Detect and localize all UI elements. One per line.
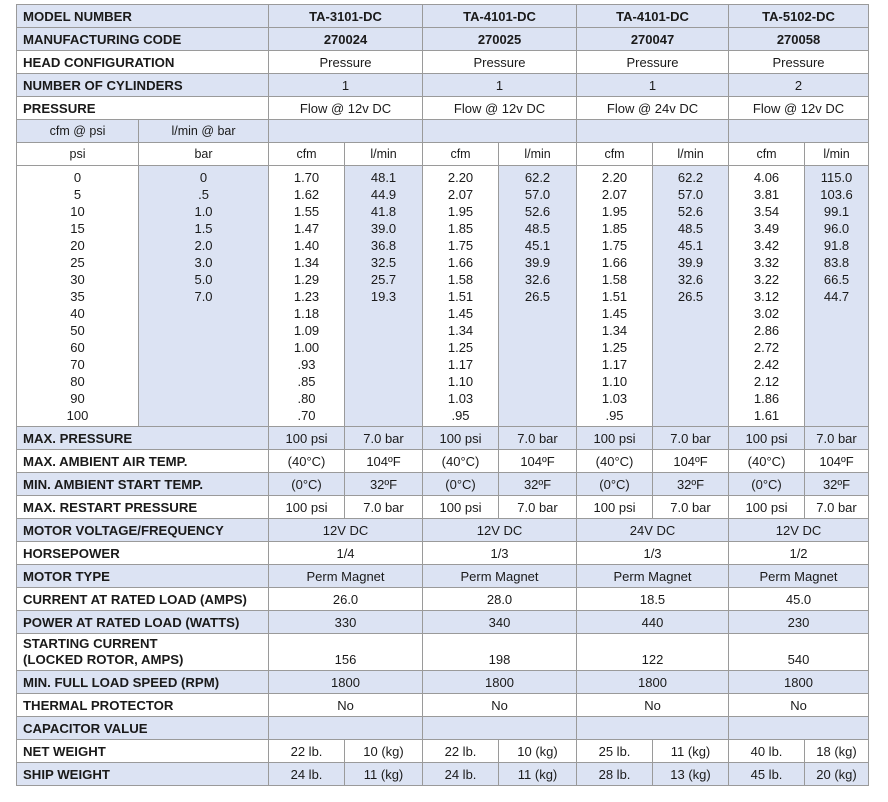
value-cell: 100 psi (423, 496, 499, 519)
lmin-column (345, 166, 423, 427)
row-model-number (17, 5, 869, 28)
flow-value: 1.75 (601, 238, 628, 253)
flow-value: 1.95 (447, 204, 474, 219)
flow-value: 1.09 (293, 323, 320, 338)
flow-value: 103.6 (820, 187, 853, 202)
value-cell: (40°C) (577, 450, 653, 473)
flow-value: 57.0 (524, 187, 551, 202)
flow-value: 1.85 (601, 221, 628, 236)
flow-value: 115.0 (820, 170, 853, 185)
flow-value: 10 (70, 204, 85, 219)
flow-value: .93 (297, 357, 316, 372)
value-cell: Flow @ 12v DC (423, 97, 577, 120)
flow-value: 15 (70, 221, 85, 236)
row-ship-weight (17, 763, 869, 786)
cfm-column (729, 166, 805, 427)
flow-value: 1.10 (601, 374, 628, 389)
flow-value: 3.32 (753, 255, 780, 270)
blank-cell (269, 120, 423, 143)
flow-value: 99.1 (823, 204, 850, 219)
bar-column (139, 166, 269, 427)
value-cell: 11 (kg) (499, 763, 577, 786)
row-min-ambient (17, 473, 869, 496)
flow-value: 2.12 (753, 374, 780, 389)
value-cell: 270058 (729, 28, 869, 51)
row-head-configuration (17, 51, 869, 74)
value-cell: 10 (kg) (499, 740, 577, 763)
value-cell: 7.0 bar (345, 427, 423, 450)
flow-value: 2.72 (753, 340, 780, 355)
flow-value: 3.12 (753, 289, 780, 304)
flow-value: 62.2 (524, 170, 551, 185)
row-label: MAX. PRESSURE (17, 427, 269, 450)
value-cell: 45 lb. (729, 763, 805, 786)
row-label: MOTOR VOLTAGE/FREQUENCY (17, 519, 269, 542)
flow-value: 1.95 (601, 204, 628, 219)
flow-value: 3.02 (753, 306, 780, 321)
flow-value: 1.23 (293, 289, 320, 304)
label-line: (LOCKED ROTOR, AMPS) (23, 652, 184, 667)
flow-value: 1.25 (601, 340, 628, 355)
value-cell: 100 psi (423, 427, 499, 450)
value-cell: (0°C) (269, 473, 345, 496)
flow-value: 5 (73, 187, 82, 202)
flow-value: 1.75 (447, 238, 474, 253)
value-cell: 540 (729, 634, 869, 671)
flow-value: 1.10 (447, 374, 474, 389)
flow-value: 2.0 (194, 238, 213, 253)
model-cell: TA-5102-DC (729, 5, 869, 28)
value-cell: 340 (423, 611, 577, 634)
value-cell: 32ºF (653, 473, 729, 496)
flow-value: 32.6 (677, 272, 704, 287)
value-cell (729, 717, 869, 740)
flow-value: 1.51 (447, 289, 474, 304)
flow-value: 57.0 (677, 187, 704, 202)
value-cell: No (269, 694, 423, 717)
flow-value: 45.1 (677, 238, 704, 253)
flow-value: 1.61 (753, 408, 780, 423)
flow-value: 3.81 (753, 187, 780, 202)
lmin-column (499, 166, 577, 427)
value-cell: 10 (kg) (345, 740, 423, 763)
flow-value: 1.66 (601, 255, 628, 270)
flow-value: 19.3 (370, 289, 397, 304)
flow-value: 4.06 (753, 170, 780, 185)
flow-value: 1.45 (601, 306, 628, 321)
value-cell: 1 (577, 74, 729, 97)
row-motor-type (17, 565, 869, 588)
value-cell: 26.0 (269, 588, 423, 611)
flow-value: 1.0 (194, 204, 213, 219)
flow-value: 1.17 (447, 357, 474, 372)
value-cell: Perm Magnet (729, 565, 869, 588)
flow-value: 62.2 (677, 170, 704, 185)
value-cell: Pressure (423, 51, 577, 74)
value-cell: 2 (729, 74, 869, 97)
flow-value: 44.9 (370, 187, 397, 202)
flow-value: 26.5 (677, 289, 704, 304)
value-cell: 270047 (577, 28, 729, 51)
flow-value: 1.00 (293, 340, 320, 355)
lmin-header: l/min (345, 143, 423, 166)
cfm-header: cfm (269, 143, 345, 166)
value-cell: Perm Magnet (423, 565, 577, 588)
flow-value: 39.0 (370, 221, 397, 236)
flow-value: 1.45 (447, 306, 474, 321)
row-net-weight (17, 740, 869, 763)
flow-value: 90 (70, 391, 85, 406)
value-cell: 1/3 (577, 542, 729, 565)
value-cell: 11 (kg) (653, 740, 729, 763)
value-cell: 1/2 (729, 542, 869, 565)
blank-cell (423, 120, 577, 143)
value-cell: 104ºF (499, 450, 577, 473)
flow-value: 91.8 (823, 238, 850, 253)
flow-value: .70 (297, 408, 316, 423)
row-horsepower (17, 542, 869, 565)
value-cell: Pressure (269, 51, 423, 74)
flow-value: 41.8 (370, 204, 397, 219)
row-current-rated (17, 588, 869, 611)
value-cell: 1800 (423, 671, 577, 694)
flow-value: 32.5 (370, 255, 397, 270)
flow-value: 25 (70, 255, 85, 270)
row-label: MAX. AMBIENT AIR TEMP. (17, 450, 269, 473)
row-flow-columns (17, 143, 869, 166)
flow-value: 80 (70, 374, 85, 389)
blank-cell (577, 120, 729, 143)
value-cell: 1 (269, 74, 423, 97)
row-thermal-protector (17, 694, 869, 717)
flow-value: 1.03 (447, 391, 474, 406)
flow-value: 3.22 (753, 272, 780, 287)
row-starting-current (17, 634, 869, 671)
row-label: HEAD CONFIGURATION (17, 51, 269, 74)
flow-value: 1.58 (601, 272, 628, 287)
value-cell: 1/3 (423, 542, 577, 565)
row-label: POWER AT RATED LOAD (WATTS) (17, 611, 269, 634)
flow-value: 100 (66, 408, 89, 423)
row-flow-data (17, 166, 869, 427)
lmin-column (805, 166, 869, 427)
cfm-header: cfm (729, 143, 805, 166)
flow-value: 3.42 (753, 238, 780, 253)
value-cell: (0°C) (423, 473, 499, 496)
flow-value: 50 (70, 323, 85, 338)
flow-value: 48.1 (370, 170, 397, 185)
value-cell: 104ºF (653, 450, 729, 473)
flow-value: 2.07 (601, 187, 628, 202)
flow-value: 1.25 (447, 340, 474, 355)
flow-value: 2.07 (447, 187, 474, 202)
value-cell: 24 lb. (269, 763, 345, 786)
value-cell: 32ºF (499, 473, 577, 496)
flow-value: 3.49 (753, 221, 780, 236)
value-cell: (0°C) (577, 473, 653, 496)
flow-value: 1.34 (447, 323, 474, 338)
flow-value: 52.6 (524, 204, 551, 219)
value-cell: 104ºF (345, 450, 423, 473)
flow-value: 1.51 (601, 289, 628, 304)
row-power-rated (17, 611, 869, 634)
row-max-pressure (17, 427, 869, 450)
value-cell: Pressure (729, 51, 869, 74)
flow-value: 5.0 (194, 272, 213, 287)
value-cell: Flow @ 12v DC (729, 97, 869, 120)
value-cell: 22 lb. (423, 740, 499, 763)
value-cell: 32ºF (345, 473, 423, 496)
flow-value: 26.5 (524, 289, 551, 304)
flow-value: 48.5 (524, 221, 551, 236)
psi-column (17, 166, 139, 427)
value-cell: 13 (kg) (653, 763, 729, 786)
flow-value: 2.86 (753, 323, 780, 338)
row-flow-units (17, 120, 869, 143)
flow-value: 96.0 (823, 221, 850, 236)
row-label: PRESSURE (17, 97, 269, 120)
value-cell: 22 lb. (269, 740, 345, 763)
value-cell: (0°C) (729, 473, 805, 496)
row-number-of-cylinders (17, 74, 869, 97)
value-cell: 7.0 bar (805, 496, 869, 519)
row-max-restart (17, 496, 869, 519)
value-cell: 28.0 (423, 588, 577, 611)
value-cell: No (423, 694, 577, 717)
value-cell: (40°C) (423, 450, 499, 473)
row-label: MIN. AMBIENT START TEMP. (17, 473, 269, 496)
row-label: MODEL NUMBER (17, 5, 269, 28)
lmin-header: l/min (653, 143, 729, 166)
flow-value: 0 (73, 170, 82, 185)
flow-value: 25.7 (370, 272, 397, 287)
value-cell: 156 (269, 634, 423, 671)
value-cell: (40°C) (729, 450, 805, 473)
flow-value: 1.55 (293, 204, 320, 219)
row-label: HORSEPOWER (17, 542, 269, 565)
flow-value: 66.5 (823, 272, 850, 287)
flow-value: 60 (70, 340, 85, 355)
value-cell: 1800 (269, 671, 423, 694)
bar-header: bar (139, 143, 269, 166)
value-cell: 11 (kg) (345, 763, 423, 786)
row-label: MIN. FULL LOAD SPEED (RPM) (17, 671, 269, 694)
value-cell: 270025 (423, 28, 577, 51)
flow-value: 0 (199, 170, 208, 185)
flow-value: 1.17 (601, 357, 628, 372)
value-cell: (40°C) (269, 450, 345, 473)
value-cell: 1/4 (269, 542, 423, 565)
value-cell: 230 (729, 611, 869, 634)
row-label: NUMBER OF CYLINDERS (17, 74, 269, 97)
value-cell: 1800 (729, 671, 869, 694)
flow-value: .80 (297, 391, 316, 406)
flow-value: 44.7 (823, 289, 850, 304)
value-cell: Perm Magnet (269, 565, 423, 588)
value-cell: 12V DC (729, 519, 869, 542)
flow-value: 1.34 (293, 255, 320, 270)
model-cell: TA-3101-DC (269, 5, 423, 28)
row-capacitor-value (17, 717, 869, 740)
lmin-header: l/min (805, 143, 869, 166)
value-cell: 122 (577, 634, 729, 671)
flow-value: .95 (605, 408, 624, 423)
value-cell: 104ºF (805, 450, 869, 473)
label-line: STARTING CURRENT (23, 636, 158, 651)
flow-value: 36.8 (370, 238, 397, 253)
value-cell: 100 psi (269, 496, 345, 519)
flow-value: 1.47 (293, 221, 320, 236)
lmin-bar-header: l/min @ bar (139, 120, 269, 143)
flow-value: 1.5 (194, 221, 213, 236)
row-label: CAPACITOR VALUE (17, 717, 269, 740)
value-cell: 24V DC (577, 519, 729, 542)
value-cell: 100 psi (269, 427, 345, 450)
flow-value: 20 (70, 238, 85, 253)
flow-value: 1.62 (293, 187, 320, 202)
cfm-column (269, 166, 345, 427)
row-label: THERMAL PROTECTOR (17, 694, 269, 717)
flow-value: .5 (198, 187, 209, 202)
flow-value: 1.34 (601, 323, 628, 338)
row-label: SHIP WEIGHT (17, 763, 269, 786)
value-cell (577, 717, 729, 740)
flow-value: 1.70 (293, 170, 320, 185)
value-cell (269, 717, 423, 740)
value-cell: No (729, 694, 869, 717)
flow-value: 48.5 (677, 221, 704, 236)
row-label: MOTOR TYPE (17, 565, 269, 588)
value-cell: 28 lb. (577, 763, 653, 786)
flow-value: 1.40 (293, 238, 320, 253)
flow-value: 1.66 (447, 255, 474, 270)
value-cell: 12V DC (423, 519, 577, 542)
value-cell: 7.0 bar (499, 496, 577, 519)
value-cell: 7.0 bar (805, 427, 869, 450)
value-cell: Perm Magnet (577, 565, 729, 588)
flow-value: 83.8 (823, 255, 850, 270)
value-cell: 100 psi (577, 427, 653, 450)
value-cell: 270024 (269, 28, 423, 51)
flow-value: 1.85 (447, 221, 474, 236)
value-cell: 7.0 bar (653, 496, 729, 519)
flow-value: 1.58 (447, 272, 474, 287)
value-cell: Flow @ 24v DC (577, 97, 729, 120)
flow-value: .85 (297, 374, 316, 389)
flow-value: 2.20 (447, 170, 474, 185)
row-pressure (17, 97, 869, 120)
model-cell: TA-4101-DC (423, 5, 577, 28)
value-cell: 18 (kg) (805, 740, 869, 763)
row-motor-voltage (17, 519, 869, 542)
value-cell: 100 psi (729, 427, 805, 450)
value-cell: 330 (269, 611, 423, 634)
flow-value: 32.6 (524, 272, 551, 287)
flow-value: 2.20 (601, 170, 628, 185)
value-cell: 32ºF (805, 473, 869, 496)
value-cell: No (577, 694, 729, 717)
flow-value: .95 (451, 408, 470, 423)
value-cell: Pressure (577, 51, 729, 74)
psi-header: psi (17, 143, 139, 166)
flow-value: 1.03 (601, 391, 628, 406)
flow-value: 70 (70, 357, 85, 372)
flow-value: 1.29 (293, 272, 320, 287)
flow-value: 1.86 (753, 391, 780, 406)
flow-value: 1.18 (293, 306, 320, 321)
value-cell: Flow @ 12v DC (269, 97, 423, 120)
flow-value: 40 (70, 306, 85, 321)
cfm-header: cfm (577, 143, 653, 166)
cfm-column (423, 166, 499, 427)
value-cell (423, 717, 577, 740)
row-manufacturing-code (17, 28, 869, 51)
value-cell: 7.0 bar (499, 427, 577, 450)
flow-value: 7.0 (194, 289, 213, 304)
value-cell: 45.0 (729, 588, 869, 611)
row-min-full-load (17, 671, 869, 694)
value-cell: 18.5 (577, 588, 729, 611)
spec-table (16, 4, 869, 786)
cfm-psi-header: cfm @ psi (17, 120, 139, 143)
flow-value: 45.1 (524, 238, 551, 253)
flow-value: 35 (70, 289, 85, 304)
flow-value: 39.9 (524, 255, 551, 270)
flow-value: 52.6 (677, 204, 704, 219)
row-max-ambient (17, 450, 869, 473)
model-cell: TA-4101-DC (577, 5, 729, 28)
lmin-column (653, 166, 729, 427)
value-cell: 25 lb. (577, 740, 653, 763)
flow-value: 3.0 (194, 255, 213, 270)
flow-value: 2.42 (753, 357, 780, 372)
value-cell: 440 (577, 611, 729, 634)
row-label: NET WEIGHT (17, 740, 269, 763)
value-cell: 20 (kg) (805, 763, 869, 786)
flow-value: 39.9 (677, 255, 704, 270)
row-label (17, 634, 269, 671)
value-cell: 12V DC (269, 519, 423, 542)
flow-value: 3.54 (753, 204, 780, 219)
row-label: MAX. RESTART PRESSURE (17, 496, 269, 519)
row-label: CURRENT AT RATED LOAD (AMPS) (17, 588, 269, 611)
value-cell: 7.0 bar (653, 427, 729, 450)
value-cell: 7.0 bar (345, 496, 423, 519)
value-cell: 100 psi (577, 496, 653, 519)
blank-cell (729, 120, 869, 143)
cfm-header: cfm (423, 143, 499, 166)
value-cell: 198 (423, 634, 577, 671)
value-cell: 24 lb. (423, 763, 499, 786)
value-cell: 1 (423, 74, 577, 97)
value-cell: 1800 (577, 671, 729, 694)
value-cell: 100 psi (729, 496, 805, 519)
value-cell: 40 lb. (729, 740, 805, 763)
row-label: MANUFACTURING CODE (17, 28, 269, 51)
lmin-header: l/min (499, 143, 577, 166)
flow-value: 30 (70, 272, 85, 287)
cfm-column (577, 166, 653, 427)
